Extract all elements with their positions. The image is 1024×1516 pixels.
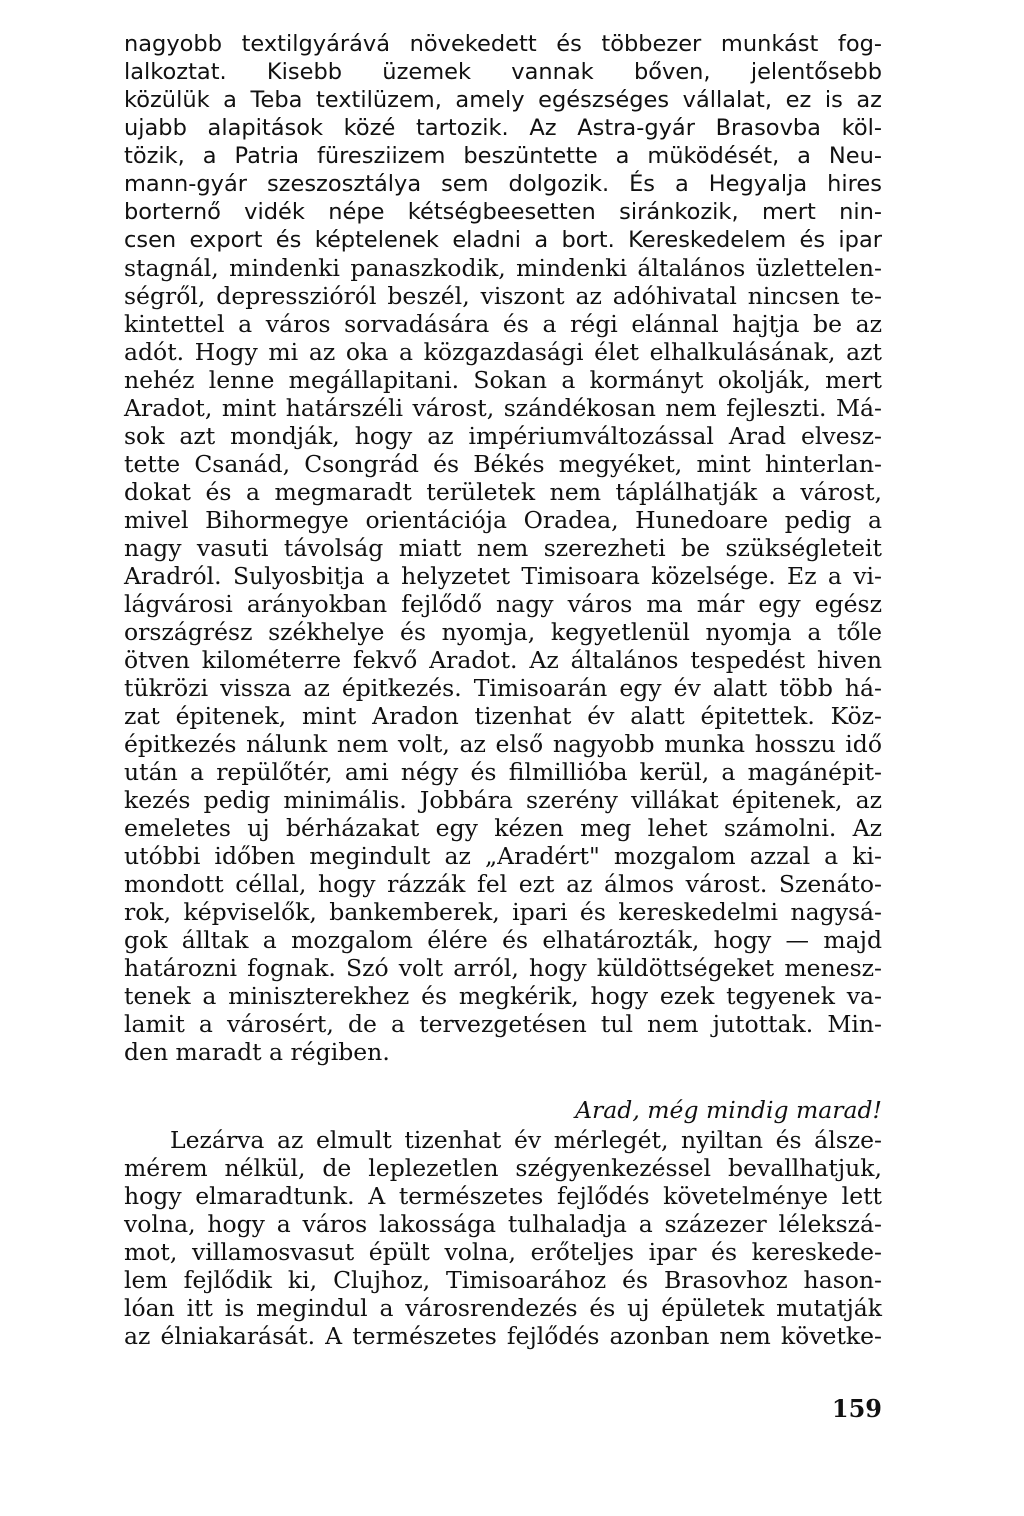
text-line: közülük a Teba textilüzem, amely egészséges vállalat, ez is az (124, 87, 882, 113)
text-line: stagnál, mindenki panaszkodik, mindenki általános üzlettelen- (124, 254, 882, 282)
text-line: Aradról. Sulyosbitja a helyzetet Timisoara közelsége. Ez a vi- (124, 562, 882, 590)
text-line: gok álltak a mozgalom élére és elhatározták, hogy — majd (124, 926, 882, 954)
text-line: emeletes uj bérházakat egy kézen meg lehet számolni. Az (124, 814, 882, 842)
text-line: lóan itt is megindul a városrendezés és uj épületek mutatják (124, 1294, 882, 1322)
text-line: mivel Bihormegye orientációja Oradea, Hunedoare pedig a (124, 506, 882, 534)
text-line: lem fejlődik ki, Clujhoz, Timisoarához és Brasovhoz hason- (124, 1266, 882, 1294)
text-line: mann-gyár szeszosztálya sem dolgozik. És a Hegyalja hires (124, 171, 882, 197)
section-subheading: Arad, még mindig marad! (575, 1096, 882, 1124)
text-line: mondott céllal, hogy rázzák fel ezt az álmos várost. Szenáto- (124, 870, 882, 898)
text-line: utóbbi időben megindult az „Aradért" mozgalom azzal a ki- (124, 842, 882, 870)
text-line: volna, hogy a város lakossága tulhaladja a százezer lélekszá- (124, 1210, 882, 1238)
text-line: épitkezés nálunk nem volt, az első nagyobb munka hosszu idő (124, 730, 882, 758)
text-line: rok, képviselők, bankemberek, ipari és kereskedelmi nagysá- (124, 898, 882, 926)
text-line: sok azt mondják, hogy az impériumváltozással Arad elvesz- (124, 422, 882, 450)
text-line: csen export és képtelenek eladni a bort. Kereskedelem és ipar (124, 227, 882, 253)
text-line: után a repülőtér, ami négy és filmillióba kerül, a magánépit- (124, 758, 882, 786)
text-line: mot, villamosvasut épült volna, erőteljes ipar és kereskede- (124, 1238, 882, 1266)
text-line: nehéz lenne megállapitani. Sokan a kormányt okolják, mert (124, 366, 882, 394)
text-line: den maradt a régiben. (124, 1038, 390, 1066)
text-line: kintettel a város sorvadására és a régi elánnal hajtja be az (124, 310, 882, 338)
text-line: borternő vidék népe kétségbeesetten siránkozik, mert nin- (124, 199, 882, 225)
text-line: országrész székhelye és nyomja, kegyetlenül nyomja a tőle (124, 618, 882, 646)
text-line: nagy vasuti távolság miatt nem szerezheti be szükségleteit (124, 534, 882, 562)
text-line: tükrözi vissza az épitkezés. Timisoarán egy év alatt több há- (124, 674, 882, 702)
text-line: lalkoztat. Kisebb üzemek vannak bőven, jelentősebb (124, 59, 882, 85)
text-line: Lezárva az elmult tizenhat év mérlegét, nyiltan és álsze- (170, 1126, 882, 1154)
text-line: az élniakarását. A természetes fejlődés azonban nem követke- (124, 1322, 882, 1350)
text-line: nagyobb textilgyárává növekedett és többezer munkást fog- (124, 31, 882, 57)
text-line: zat épitenek, mint Aradon tizenhat év alatt épitettek. Köz- (124, 702, 882, 730)
text-line: adót. Hogy mi az oka a közgazdasági élet elhalkulásának, azt (124, 338, 882, 366)
text-line: lágvárosi arányokban fejlődő nagy város ma már egy egész (124, 590, 882, 618)
page-number: 159 (831, 1394, 882, 1423)
text-line: kezés pedig minimális. Jobbára szerény villákat épitenek, az (124, 786, 882, 814)
text-line: mérem nélkül, de leplezetlen szégyenkezéssel bevallhatjuk, (124, 1154, 882, 1182)
text-line: ujabb alapitások közé tartozik. Az Astra-gyár Brasovba köl- (124, 115, 882, 141)
text-line: tözik, a Patria füresziizem beszüntette a müködését, a Neu- (124, 143, 882, 169)
text-line: ötven kilométerre fekvő Aradot. Az általános tespedést hiven (124, 646, 882, 674)
text-line: ségről, depresszióról beszél, viszont az adóhivatal nincsen te- (124, 282, 882, 310)
text-line: lamit a városért, de a tervezgetésen tul nem jutottak. Min- (124, 1010, 882, 1038)
text-line: hogy elmaradtunk. A természetes fejlődés követelménye lett (124, 1182, 882, 1210)
text-line: dokat és a megmaradt területek nem táplálhatják a várost, (124, 478, 882, 506)
text-line: Aradot, mint határszéli várost, szándékosan nem fejleszti. Má- (124, 394, 882, 422)
text-line: tette Csanád, Csongrád és Békés megyéket, mint hinterlan- (124, 450, 882, 478)
text-line: határozni fognak. Szó volt arról, hogy küldöttségeket menesz- (124, 954, 882, 982)
text-line: tenek a miniszterekhez és megkérik, hogy ezek tegyenek va- (124, 982, 882, 1010)
